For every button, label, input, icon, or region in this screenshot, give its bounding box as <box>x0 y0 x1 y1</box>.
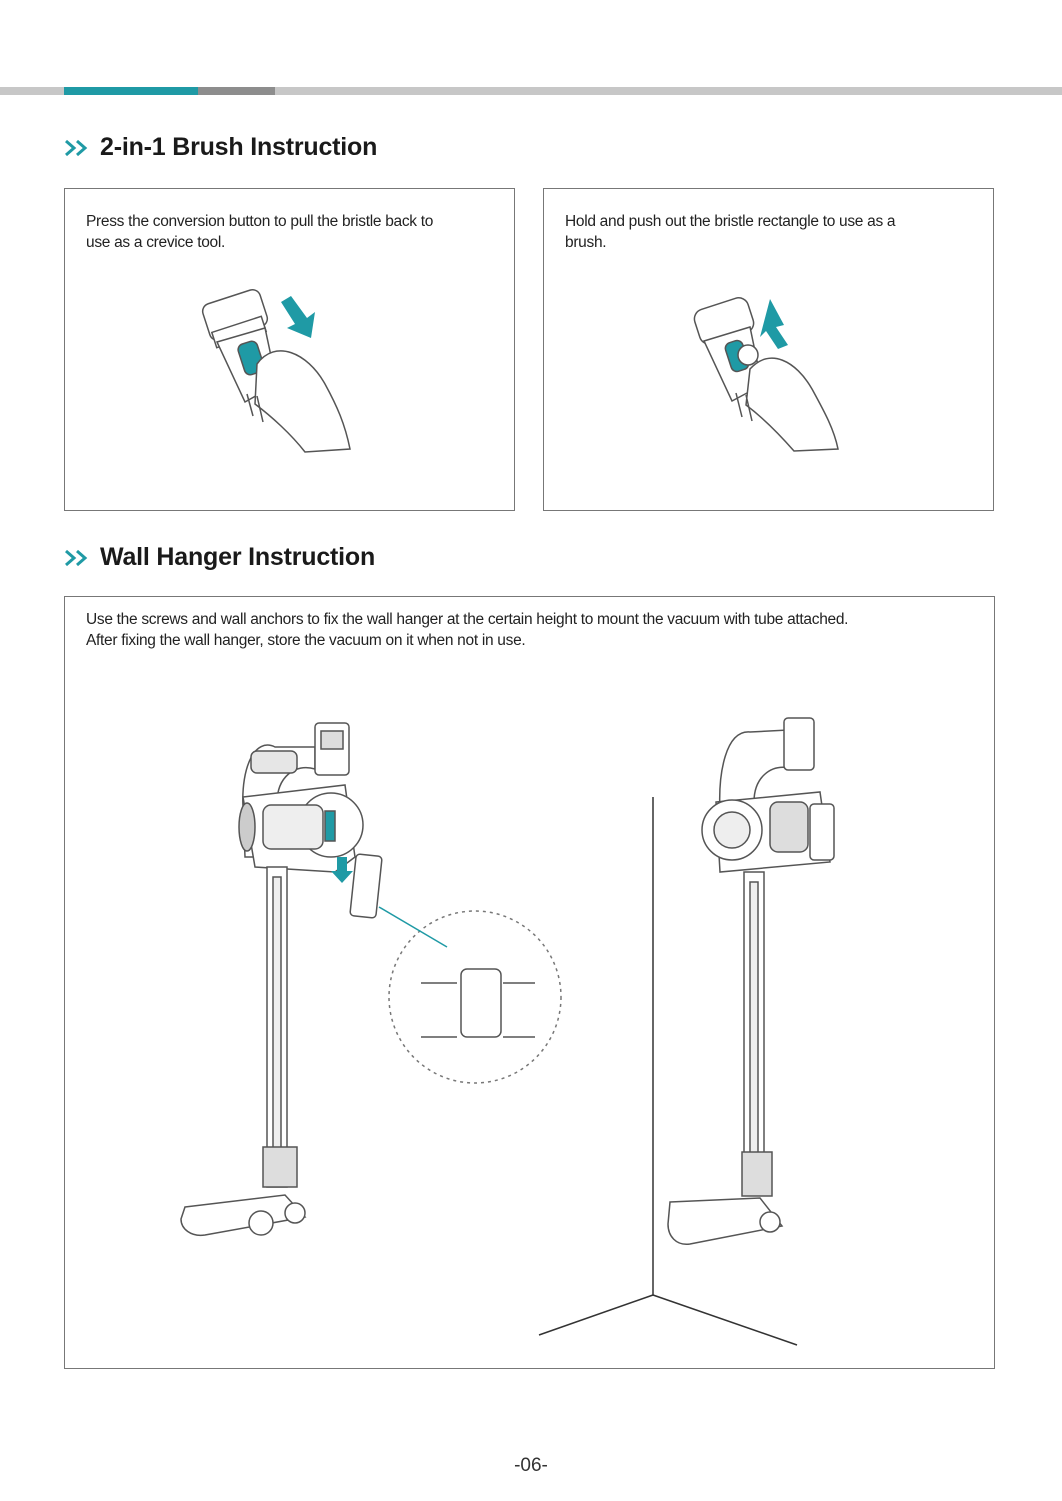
wall-hanger-section-title: Wall Hanger Instruction <box>100 543 376 571</box>
brush-crevice-illustration <box>195 284 375 464</box>
vacuum-stored-illustration <box>660 712 860 1272</box>
brush-step1-line1: Press the conversion button to pull the bristle back to <box>86 213 434 230</box>
brush-step2-line1: Hold and push out the bristle rectangle to use as a <box>565 213 896 230</box>
brush-extended-illustration <box>684 289 864 469</box>
wall-hanger-line2: After fixing the wall hanger, store the vacuum on it when not in use. <box>86 632 526 649</box>
page-number: -06- <box>514 1455 548 1476</box>
brush-section-heading <box>64 133 377 162</box>
wall-hanger-line1: Use the screws and wall anchors to fix the wall hanger at the certain height to mount the vacuum with tube attached. <box>86 611 849 628</box>
wall-hanger-panel <box>64 596 995 1369</box>
brush-section-title: 2-in-1 Brush Instruction <box>100 133 378 161</box>
top-progress-bar <box>0 87 1062 95</box>
double-chevron-icon <box>64 548 92 568</box>
double-chevron-icon <box>64 138 92 158</box>
brush-step2-panel <box>543 188 994 511</box>
top-bar-accent-segment <box>64 87 198 95</box>
brush-step1-text <box>86 211 433 253</box>
top-bar-gray-segment <box>198 87 275 95</box>
brush-step2-line2: brush. <box>565 234 607 251</box>
brush-step1-line2: use as a crevice tool. <box>86 234 226 251</box>
brush-step1-panel <box>64 188 515 511</box>
wall-hanger-section-heading <box>64 543 375 572</box>
brush-step2-text <box>565 211 895 253</box>
wall-hanger-text <box>86 609 848 651</box>
